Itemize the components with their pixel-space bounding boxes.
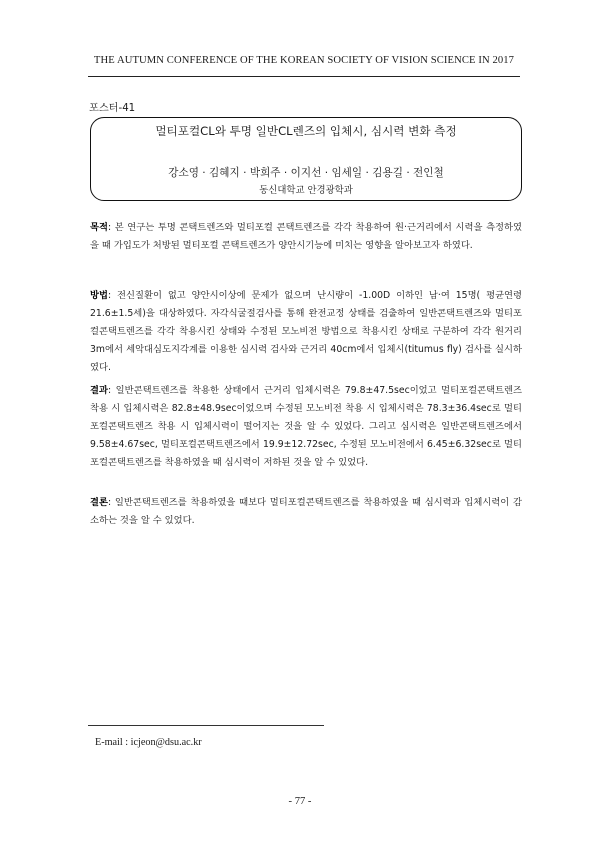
affiliation: 동신대학교 안경광학과 [259, 185, 353, 196]
results-label: 결과 [90, 385, 108, 396]
conclusion-label: 결론 [90, 497, 108, 508]
footnote-divider [88, 725, 324, 726]
method-section: 방법: 전신질환이 없고 양안시이상에 문제가 없으며 난시량이 -1.00D 이하인 남·여 15명( 평균연령 21.6±1.5세)을 대상하였다. 자각식굴절검사를 통해 완전교정 상태를 검출하여 일반콘택트렌즈와 멀티포컬콘택트렌즈를 각각 착용시킨 상태와 수정된 모노비전 방법으로 착용시킨 상태로 구분하여 각각 원거리 3m에서 세악대심도지각계를 이용한 심시력 검사와 근거리 40cm에서 입체시(titumus fly) 검사를 실시하였다. [90, 290, 523, 373]
purpose-text: 본 연구는 투명 콘택트렌즈와 멀티포컬 콘택트렌즈를 각각 착용하여 원·근거리에서 시력을 측정하였을 때 가입도가 처방된 멀티포컬 콘택트렌즈가 양안시기능에 미치는 영향을 알아보고자 하였다. [90, 222, 522, 251]
conclusion-text: 일반콘택트렌즈를 착용하였을 때보다 멀티포컬콘택트렌즈를 착용하였을 때 심시력과 입체시력이 감소하는 것을 알 수 있었다. [90, 497, 523, 526]
author-list: 강소영 · 김혜지 · 박희주 · 이지선 · 임세일 · 김용길 · 전인철 [168, 167, 444, 179]
purpose-label: 목적 [90, 222, 108, 233]
purpose-section: 목적: 본 연구는 투명 콘택트렌즈와 멀티포컬 콘택트렌즈를 각각 착용하여 원·근거리에서 시력을 측정하였을 때 가입도가 처방된 멀티포컬 콘택트렌즈가 양안시기능에 미치는 영향을 알아보고자 하였다. [90, 222, 522, 251]
results-text: 일반콘택트렌즈를 착용한 상태에서 근거리 입체시력은 79.8±47.5sec이었고 멀티포컬콘택트렌즈 착용 시 입체시력은 82.8±48.9sec이었으며 수정된 모노비전 착용 시 입체시력은 78.3±36.4sec로 멀티포컬콘택트렌즈 착용 시 입체시력이 떨어지는 것을 알 수 있었다. 그리고 심시력은 일반콘택트렌즈에서 9.58±4.67sec, 멀티포컬콘택트렌즈에서 19.9±12.72sec, 수정된 모노비전에서 6.45±6.32sec로 멀티포컬콘택트렌즈를 착용하였을 때 심시력이 저하된 것을 알 수 있었다. [90, 385, 522, 468]
title-box [90, 117, 522, 201]
page-number: - 77 - [288, 796, 312, 807]
method-label: 방법 [90, 290, 108, 301]
results-section: 결과: 일반콘택트렌즈를 착용한 상태에서 근거리 입체시력은 79.8±47.5sec이었고 멀티포컬콘택트렌즈 착용 시 입체시력은 82.8±48.9sec이었으며 수정된 모노비전 착용 시 입체시력은 78.3±36.4sec로 멀티포컬콘택트렌즈 착용 시 입체시력이 떨어지는 것을 알 수 있었다. 그리고 심시력은 일반콘택트렌즈에서 9.58±4.67sec, 멀티포컬콘택트렌즈에서 19.9±12.72sec, 수정된 모노비전에서 6.45±6.32sec로 멀티포컬콘택트렌즈를 착용하였을 때 심시력이 저하된 것을 알 수 있었다. [90, 385, 522, 468]
header-divider [88, 76, 520, 77]
poster-label: 포스터-41 [89, 103, 136, 114]
email-footnote: E-mail : icjeon@dsu.ac.kr [95, 737, 202, 748]
paper-title: 멀티포컬CL와 투명 일반CL렌즈의 입체시, 심시력 변화 측정 [155, 124, 457, 138]
conference-header: THE AUTUMN CONFERENCE OF THE KOREAN SOCIETY OF VISION SCIENCE IN 2017 [93, 55, 515, 66]
conclusion-section: 결론: 일반콘택트렌즈를 착용하였을 때보다 멀티포컬콘택트렌즈를 착용하였을 때 심시력과 입체시력이 감소하는 것을 알 수 있었다. [90, 497, 523, 526]
method-text: 전신질환이 없고 양안시이상에 문제가 없으며 난시량이 -1.00D 이하인 남·여 15명( 평균연령 21.6±1.5세)을 대상하였다. 자각식굴절검사를 통해 완전교정 상태를 검출하여 일반콘택트렌즈와 멀티포컬콘택트렌즈를 각각 착용시킨 상태와 수정된 모노비전 방법으로 착용시킨 상태로 구분하여 각각 원거리 3m에서 세악대심도지각계를 이용한 심시력 검사와 근거리 40cm에서 입체시(titumus fly) 검사를 실시하였다. [90, 290, 523, 373]
